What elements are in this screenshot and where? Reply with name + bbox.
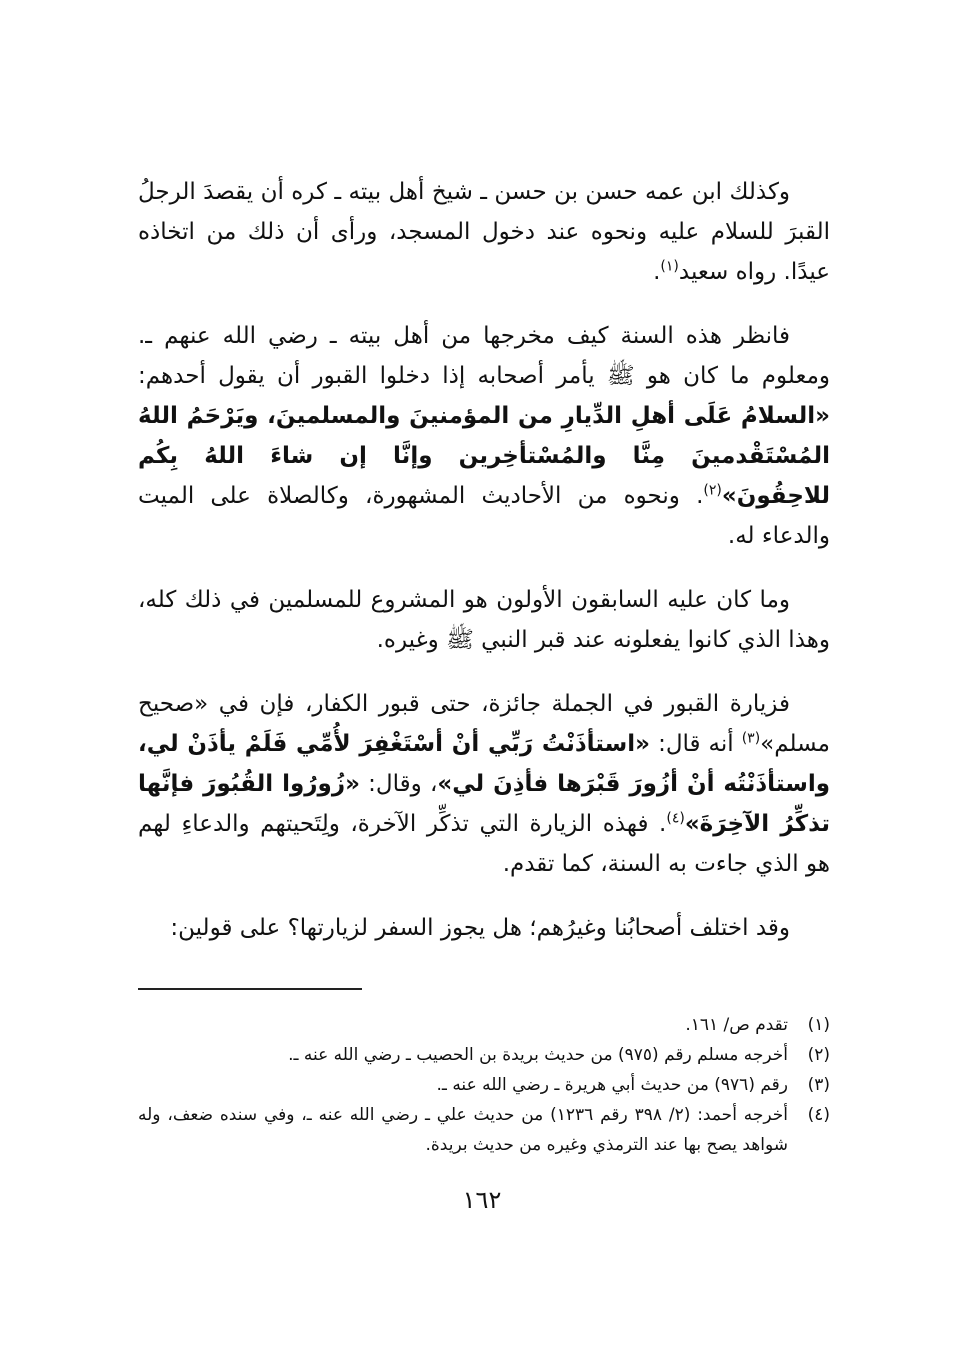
paragraph-text: . فهذه الزيارة التي تذكِّر الآخرة، ولِتَحيتهم والدعاءِ لهم هو الذي جاءت به السنة، كما تقدم. <box>138 811 830 877</box>
page-number: ١٦٢ <box>462 1186 502 1214</box>
paragraph <box>138 908 830 948</box>
footnote-divider <box>138 988 362 990</box>
paragraph <box>138 580 830 660</box>
paragraph-text: ، وقال: <box>359 771 438 797</box>
footnote-ref: (٢) <box>703 482 722 499</box>
footnote-text: رقم (٩٧٦) من حديث أبي هريرة ـ رضي الله عنه ـ. <box>436 1075 788 1095</box>
footnote-ref: (٣) <box>741 730 761 747</box>
hadith-quote: «استأذَنْتُ رَبِّي أنْ أسْتَغْفِرَ لأُمِّي فَلَمْ يأذَنْ لي، واستأذَنْتُه أنْ أزُورَ قَبْرَها فأذِنَ لي» <box>138 731 831 797</box>
paragraph <box>138 316 830 556</box>
paragraph-text: . ونحوه من الأحاديث المشهورة، وكالصلاة على الميت والدعاء له. <box>138 483 830 549</box>
footnote <box>138 1040 830 1070</box>
footnote-number: (٢) <box>807 1045 830 1065</box>
paragraph-text: فانظر هذه السنة كيف مخرجها من أهل بيته ـ رضي الله عنهم ـ. ومعلوم ما كان هو ﷺ يأمر أصحابه إذا دخلوا القبور أن يقول أحدهم: <box>138 323 830 389</box>
footnote-text: أخرجه أحمد: (٢/ ٣٩٨ رقم ١٢٣٦) من حديث علي ـ رضي الله عنه ـ، وفي سنده ضعف، وله شواهد يصح بها عند الترمذي وغيره من حديث بريدة. <box>138 1105 788 1155</box>
footnote-number: (٤) <box>807 1105 830 1125</box>
footnote-ref: (١) <box>660 258 679 275</box>
paragraph-text: فزيارة القبور في الجملة جائزة، حتى قبور الكفار، فإن في «صحيح مسلم» <box>138 691 830 757</box>
paragraph-text: وكذلك ابن عمه حسن بن حسن ـ شيخ أهل بيته ـ كره أن يقصدَ الرجلُ القبرَ للسلام عليه ونحوه عند دخول المسجد، ورأى أن ذلك من اتخاذه عيدًا. رواه سعيد <box>138 179 830 285</box>
footnote-ref: (٤) <box>666 810 685 827</box>
paragraph-text: وقد اختلف أصحابُنا وغيرُهم؛ هل يجوز السفر لزيارتها؟ على قولين: <box>170 915 790 941</box>
footnote-number: (٣) <box>807 1075 830 1095</box>
hadith-quote: «زُورُوا القُبُورَ فإنَّها تذكِّرُ الآخِرَةَ» <box>138 771 830 837</box>
footnote <box>138 1010 830 1040</box>
hadith-quote: «السلامُ عَلَى أهلِ الدِّيارِ من المؤمنينَ والمسلمينَ، ويَرْحَمُ اللهُ المُسْتَقْدمينَ مِنَّا والمُسْتأخِرين وإنَّا إن شاءَ اللهُ بِكُم للاحِقُونَ» <box>138 403 830 509</box>
footnote <box>138 1100 830 1160</box>
footnote-text: تقدم ص/ ١٦١. <box>685 1015 788 1035</box>
main-text <box>138 172 830 972</box>
paragraph-text: وما كان عليه السابقون الأولون هو المشروع للمسلمين في ذلك كله، وهذا الذي كانوا يفعلونه عند قبر النبي ﷺ وغيره. <box>138 587 830 653</box>
footnote <box>138 1070 830 1100</box>
paragraph <box>138 172 830 292</box>
footnote-text: أخرجه مسلم رقم (٩٧٥) من حديث بريدة بن الحصيب ـ رضي الله عنه ـ. <box>288 1045 788 1065</box>
footnotes <box>138 1010 830 1160</box>
paragraph <box>138 684 830 884</box>
footnote-number: (١) <box>807 1015 830 1035</box>
paragraph-text: أنه قال: <box>650 731 742 757</box>
paragraph-text: . <box>653 259 661 285</box>
